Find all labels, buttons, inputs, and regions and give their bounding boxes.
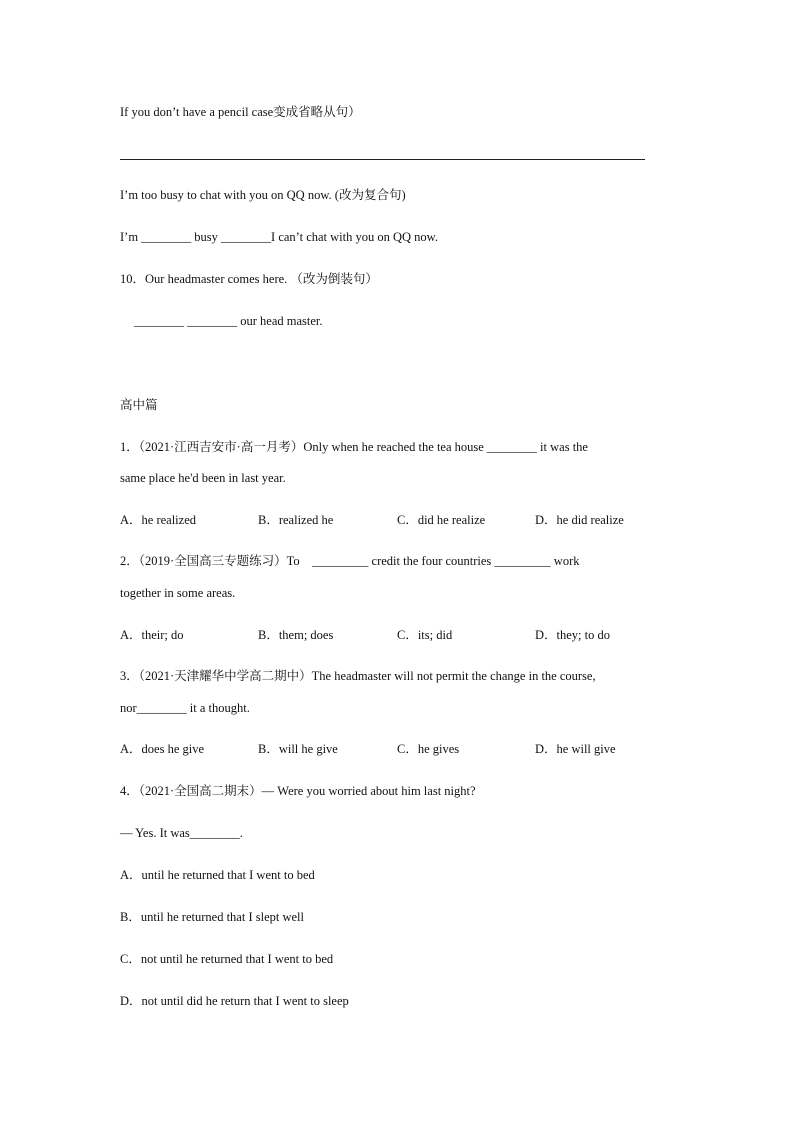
question-10: 10．Our headmaster comes here. （改为倒装句） bbox=[120, 272, 378, 286]
option-b[interactable]: B．will he give bbox=[258, 742, 338, 756]
question-10-answer: ________ ________ our head master. bbox=[134, 314, 323, 328]
option-b[interactable]: B．until he returned that I slept well bbox=[120, 910, 304, 924]
option-a[interactable]: A．their; do bbox=[120, 628, 184, 642]
option-a[interactable]: A．until he returned that I went to bed bbox=[120, 868, 315, 882]
option-b[interactable]: B．them; does bbox=[258, 628, 334, 642]
question-1-options bbox=[120, 512, 680, 528]
question-4-stem: 4．（2021·全国高二期末）— Were you worried about him last night? bbox=[120, 784, 476, 798]
question-2-stem: 2．（2019·全国高三专题练习）To _________ credit the four countries _________ work bbox=[120, 554, 580, 568]
option-a[interactable]: A．does he give bbox=[120, 742, 205, 756]
question-3-stem: 3．（2021·天津耀华中学高二期中）The headmaster will not permit the change in the course, bbox=[120, 669, 596, 683]
option-d[interactable]: D．he will give bbox=[535, 742, 616, 756]
option-d[interactable]: D．they; to do bbox=[535, 628, 610, 642]
line-fill-blank: I’m ________ busy ________I can’t chat with you on QQ now. bbox=[120, 230, 439, 244]
question-1-stem-cont: same place he'd been in last year. bbox=[120, 471, 286, 485]
question-3-options bbox=[120, 741, 680, 757]
option-c[interactable]: C．not until he returned that I went to bed bbox=[120, 952, 334, 966]
option-a[interactable]: A．he realized bbox=[120, 513, 197, 527]
option-c[interactable]: C．he gives bbox=[397, 742, 460, 756]
option-b[interactable]: B．realized he bbox=[258, 513, 334, 527]
option-d[interactable]: D．he did realize bbox=[535, 513, 624, 527]
option-c[interactable]: C．did he realize bbox=[397, 513, 486, 527]
question-2-stem-cont: together in some areas. bbox=[120, 586, 236, 600]
question-1-stem: 1．（2021·江西吉安市·高一月考）Only when he reached the tea house ________ it was the bbox=[120, 440, 588, 454]
option-c[interactable]: C．its; did bbox=[397, 628, 453, 642]
section-title: 高中篇 bbox=[120, 398, 158, 412]
option-d[interactable]: D．not until did he return that I went to sleep bbox=[120, 994, 349, 1008]
line-too-busy: I’m too busy to chat with you on QQ now. (改为复合句) bbox=[120, 188, 406, 202]
question-4-stem-cont: — Yes. It was________. bbox=[120, 826, 243, 840]
question-2-options bbox=[120, 627, 680, 643]
answer-blank-line bbox=[120, 159, 645, 160]
line-pencil-case: If you don’t have a pencil case变成省略从句） bbox=[120, 105, 361, 119]
question-3-stem-cont: nor________ it a thought. bbox=[120, 701, 250, 715]
